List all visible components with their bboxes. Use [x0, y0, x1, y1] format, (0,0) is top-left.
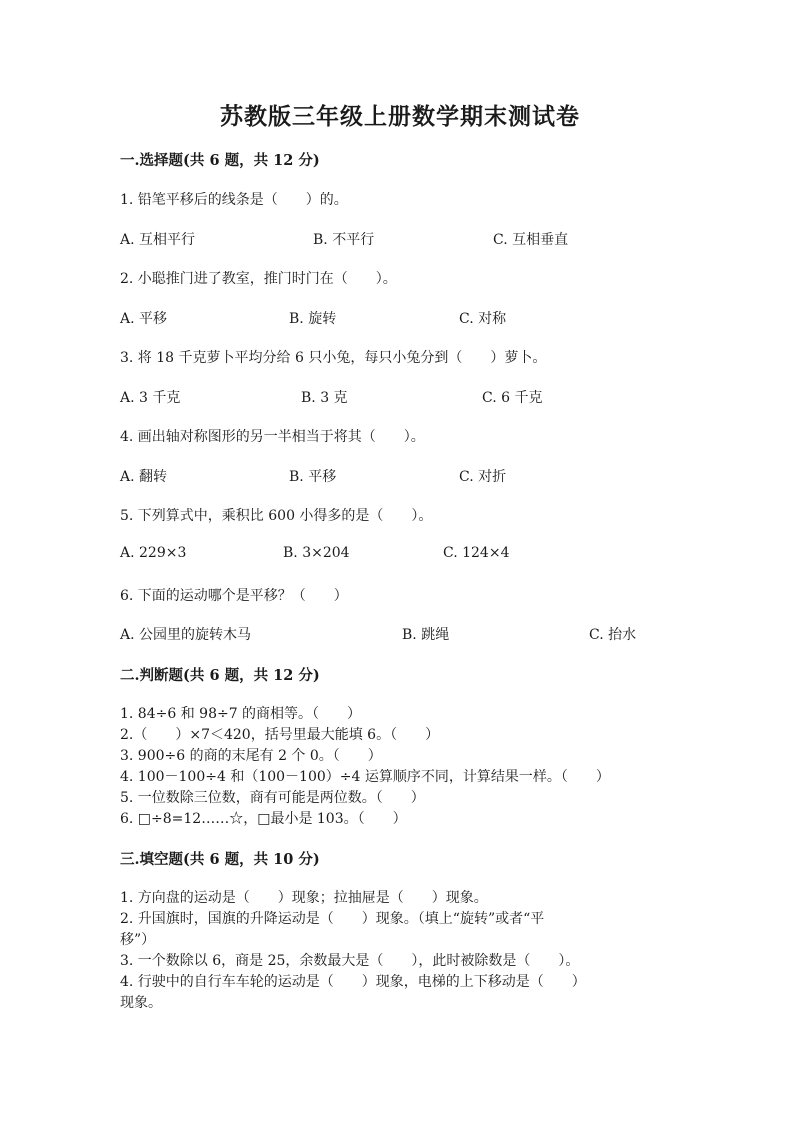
choice-q6-option-a: A. 公园里的旋转木马 — [120, 627, 252, 643]
choice-question-1: 1. 铅笔平移后的线条是（ ）的。 — [120, 192, 348, 208]
choice-q5-option-a: A. 229×3 — [120, 545, 187, 561]
choice-question-3: 3. 将 18 千克萝卜平均分给 6 只小兔，每只小兔分到（ ）萝卜。 — [120, 350, 547, 366]
choice-q6-option-b: B. 跳绳 — [402, 627, 450, 643]
choice-q4-option-c: C. 对折 — [459, 469, 507, 485]
judgement-question-1: 1. 84÷6 和 98÷7 的商相等。（ ） — [120, 706, 362, 722]
choice-question-4: 4. 画出轴对称图形的另一半相当于将其（ ）。 — [120, 429, 425, 445]
choice-q1-option-b: B. 不平行 — [313, 232, 375, 248]
judgement-question-5: 5. 一位数除三位数，商有可能是两位数。（ ） — [120, 790, 425, 806]
choice-q5-option-c: C. 124×4 — [443, 545, 510, 561]
fill-question-4: 4. 行驶中的自行车车轮的运动是（ ）现象，电梯的上下移动是（ ） — [120, 974, 586, 990]
choice-q5-option-b: B. 3×204 — [283, 545, 350, 561]
fill-question-2-continued: 移”） — [120, 932, 156, 948]
fill-question-2: 2. 升国旗时，国旗的升降运动是（ ）现象。（填上“旋转”或者“平 — [120, 911, 545, 927]
choice-question-5: 5. 下列算式中，乘积比 600 小得多的是（ ）。 — [120, 508, 433, 524]
fill-question-1: 1. 方向盘的运动是（ ）现象；拉抽屉是（ ）现象。 — [120, 890, 488, 906]
judgement-question-2: 2.（ ）×7＜420，括号里最大能填 6。（ ） — [120, 727, 440, 743]
choice-q4-option-b: B. 平移 — [289, 469, 337, 485]
choice-q3-option-b: B. 3 克 — [301, 390, 348, 406]
judgement-question-6: 6. □÷8=12……☆，□最小是 103。（ ） — [120, 811, 407, 827]
section-heading-fill: 三.填空题(共 6 题，共 10 分) — [120, 851, 320, 868]
choice-question-2: 2. 小聪推门进了教室，推门时门在（ ）。 — [120, 271, 397, 287]
choice-q6-option-c: C. 抬水 — [589, 627, 637, 643]
page-title: 苏教版三年级上册数学期末测试卷 — [220, 103, 580, 130]
judgement-question-4: 4. 100－100÷4 和（100－100）÷4 运算顺序不同，计算结果一样。（ ） — [120, 769, 610, 785]
fill-question-3: 3. 一个数除以 6，商是 25，余数最大是（ ），此时被除数是（ ）。 — [120, 953, 580, 969]
judgement-question-3: 3. 900÷6 的商的末尾有 2 个 0。（ ） — [120, 748, 382, 764]
choice-q2-option-b: B. 旋转 — [289, 311, 337, 327]
choice-q1-option-c: C. 互相垂直 — [493, 232, 569, 248]
choice-q3-option-a: A. 3 千克 — [120, 390, 181, 406]
choice-q2-option-a: A. 平移 — [120, 311, 168, 327]
fill-question-4-continued: 现象。 — [120, 995, 162, 1011]
section-heading-judgement: 二.判断题(共 6 题，共 12 分) — [120, 667, 320, 684]
choice-q1-option-a: A. 互相平行 — [120, 232, 196, 248]
choice-q4-option-a: A. 翻转 — [120, 469, 168, 485]
choice-q2-option-c: C. 对称 — [459, 311, 507, 327]
choice-question-6: 6. 下面的运动哪个是平移？（ ） — [120, 588, 348, 604]
section-heading-choice: 一.选择题(共 6 题，共 12 分) — [120, 152, 320, 169]
choice-q3-option-c: C. 6 千克 — [482, 390, 543, 406]
